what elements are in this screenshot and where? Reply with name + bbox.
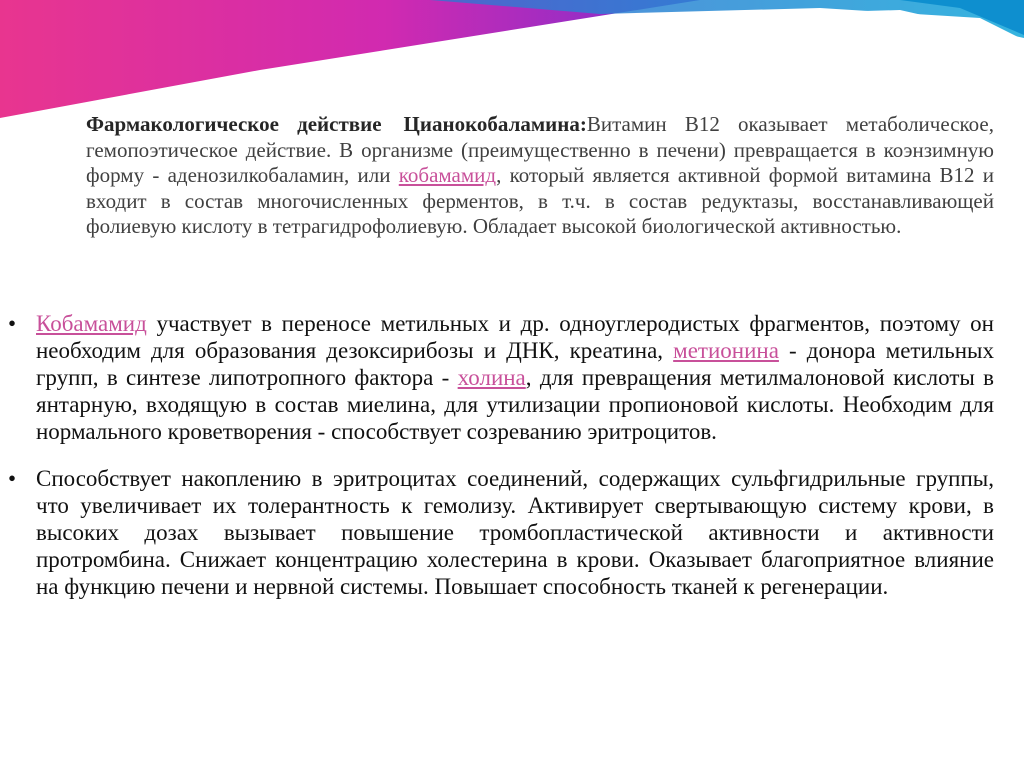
intro-heading-2: Цианокобаламина: <box>403 112 587 136</box>
bullet-item-1 <box>8 310 995 445</box>
bullet1-text-3: , для превращения метилмалоновой кислоты в янтарную, входящую в состав миелина, для утилизации пропионовой кислоты. Необходим для нормального кроветворения - способствует созреванию эритроцитов. <box>36 365 995 444</box>
link-choline[interactable]: холина <box>457 365 526 390</box>
link-kobamamid-2[interactable]: Кобамамид <box>36 311 147 336</box>
intro-heading-1: Фармакологическое действие <box>86 112 382 136</box>
bullet2-text-1: Способствует накоплению в эритроцитах соединений, содержащих сульфгидрильные группы, что увеличивает их толерантность к гемолизу. Активирует свертывающую систему крови, в высоких дозах вызывает повышение тромбопластической активности и активности протромбина. Снижает концентрацию холестерина в крови. Оказывает благоприятное влияние на функцию печени и нервной системы. Повышает способность тканей к регенерации. <box>36 466 994 599</box>
intro-text-1: Витамин В12 оказывает метаболическое, гемопоэтическое действие. В организме (преимущественно в печени) превращается в коэнзимную форму - аденозилкобаламин, или <box>86 112 994 188</box>
intro-paragraph <box>86 112 994 240</box>
link-methionine[interactable]: метионина <box>673 338 779 363</box>
intro-text-2: , который является активной формой витамина В12 и входит в состав многочисленных ферментов, в т.ч. в состав редуктазы, восстанавливающей фолиевую кислоту в тетрагидрофолиевую. Обладает высокой биологической активностью. <box>86 163 995 239</box>
bullet-list <box>8 310 995 620</box>
bullet1-text-2: - донора метильных групп, в синтезе липотропного фактора - <box>36 338 994 390</box>
header-decoration <box>0 0 1024 130</box>
magenta-band <box>0 0 700 118</box>
bullet-marker: • <box>8 466 17 491</box>
link-kobamamid[interactable]: кобамамид <box>398 163 497 188</box>
bullet-marker: • <box>8 311 17 336</box>
bullet-item-2 <box>8 465 994 600</box>
bullet1-text-1: участвует в переносе метильных и др. одноуглеродистых фрагментов, поэтому он необходим для образования дезоксирибозы и ДНК, креатина, <box>36 311 994 363</box>
